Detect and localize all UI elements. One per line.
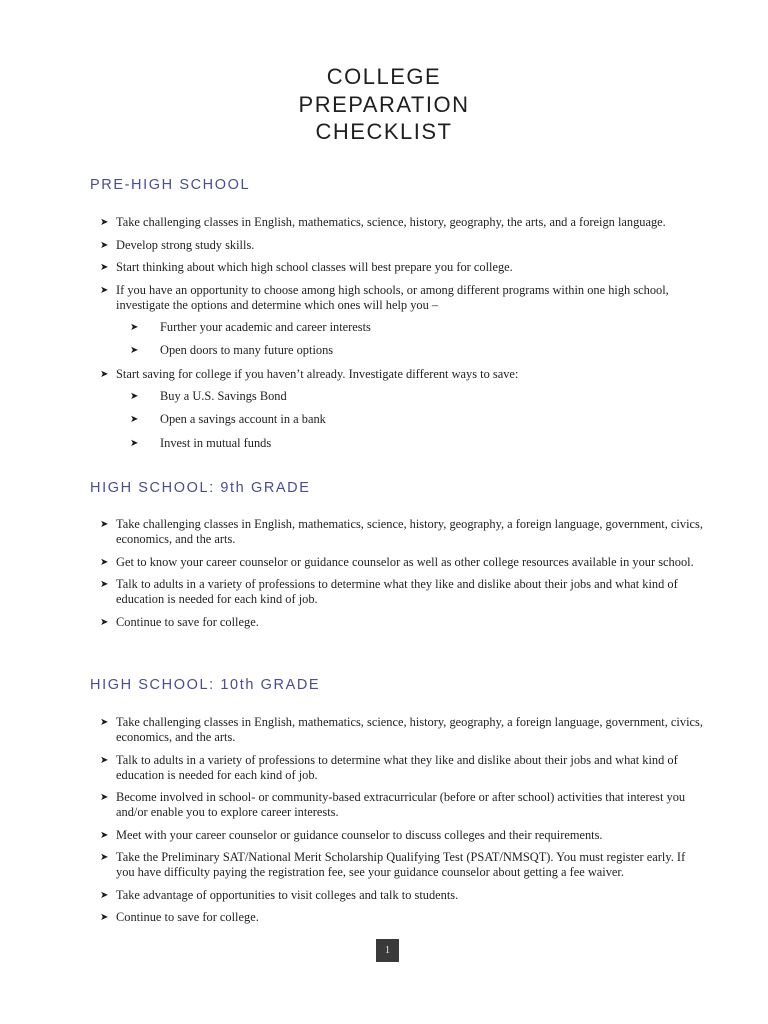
list-item xyxy=(100,367,705,451)
list-item-text: Talk to adults in a variety of professions to determine what they like and dislike about their jobs and what kind of education is needed for each kind of job. xyxy=(116,577,678,606)
sub-list-item xyxy=(130,389,705,404)
arrow-bullet-icon: ➤ xyxy=(100,217,109,228)
list-item-text: Develop strong study skills. xyxy=(116,237,255,252)
title-line-2: PREPARATION xyxy=(298,91,470,117)
list-item xyxy=(100,260,705,275)
section-heading-10th-grade: HIGH SCHOOL: 10th GRADE xyxy=(90,677,321,693)
arrow-bullet-icon: ➤ xyxy=(100,519,109,530)
list-item-text: Continue to save for college. xyxy=(116,614,259,629)
list-item-text: Start thinking about which high school classes will best prepare you for college. xyxy=(116,260,513,274)
list-item xyxy=(100,615,705,630)
page-title xyxy=(0,63,768,146)
sub-list-item-text: Open a savings account in a bank xyxy=(160,412,326,426)
list-item xyxy=(100,517,705,547)
arrow-bullet-icon: ➤ xyxy=(130,390,139,402)
arrow-bullet-icon: ➤ xyxy=(130,321,139,333)
arrow-bullet-icon: ➤ xyxy=(100,579,109,590)
list-item xyxy=(100,850,705,880)
arrow-bullet-icon: ➤ xyxy=(100,239,109,251)
arrow-bullet-icon: ➤ xyxy=(100,792,109,803)
sub-list-item-text: Open doors to many future options xyxy=(160,343,334,357)
sub-list-item xyxy=(130,320,705,335)
list-item-text: Take advantage of opportunities to visit colleges and talk to students. xyxy=(116,887,459,902)
list-item-text: Start saving for college if you haven’t already. Investigate different ways to save: xyxy=(116,366,519,381)
sub-list-item-text: Further your academic and career interests xyxy=(160,319,371,334)
sub-list-item-text: Invest in mutual funds xyxy=(160,435,272,450)
sub-list-item-text: Buy a U.S. Savings Bond xyxy=(160,388,287,403)
sub-list-item xyxy=(130,343,705,358)
list-item-text: Take challenging classes in English, mathematics, science, history, geography, a foreign language, government, civics, economics, and the arts. xyxy=(116,517,703,546)
arrow-bullet-icon: ➤ xyxy=(100,754,109,766)
list-item-text: Take challenging classes in English, mathematics, science, history, geography, the arts, and a foreign language. xyxy=(116,215,666,229)
list-item xyxy=(100,283,705,359)
list-item-text: If you have an opportunity to choose among high schools, or among different programs within one high school, investigate the options and determine which ones will help you – xyxy=(116,282,669,312)
list-item xyxy=(100,888,705,903)
arrow-bullet-icon: ➤ xyxy=(100,829,109,841)
arrow-bullet-icon: ➤ xyxy=(100,556,109,568)
list-item xyxy=(100,753,705,783)
list-item xyxy=(100,555,705,570)
title-line-3: CHECKLIST xyxy=(315,119,453,144)
list-item xyxy=(100,910,705,925)
list-item xyxy=(100,577,705,607)
list-item xyxy=(100,790,705,820)
arrow-bullet-icon: ➤ xyxy=(100,284,109,296)
arrow-bullet-icon: ➤ xyxy=(100,717,109,728)
arrow-bullet-icon: ➤ xyxy=(130,414,139,425)
checklist-9th-grade xyxy=(100,517,705,637)
list-item xyxy=(100,715,705,745)
arrow-bullet-icon: ➤ xyxy=(100,616,109,628)
list-item-text: Get to know your career counselor or guidance counselor as well as other college resources available in your school. xyxy=(116,554,694,569)
list-item-text: Become involved in school- or community-based extracurricular (before or after school) activities that interest you and/or enable you to explore career interests. xyxy=(116,790,686,819)
arrow-bullet-icon: ➤ xyxy=(100,889,109,901)
sub-list-item xyxy=(130,436,705,451)
arrow-bullet-icon: ➤ xyxy=(100,262,109,273)
sub-list xyxy=(130,389,705,451)
arrow-bullet-icon: ➤ xyxy=(130,345,139,356)
arrow-bullet-icon: ➤ xyxy=(100,852,109,863)
checklist-10th-grade xyxy=(100,715,705,933)
checklist-pre-high-school xyxy=(100,215,705,459)
arrow-bullet-icon: ➤ xyxy=(100,368,109,380)
section-heading-9th-grade: HIGH SCHOOL: 9th GRADE xyxy=(90,480,311,496)
list-item xyxy=(100,238,705,253)
title-line-1: COLLEGE xyxy=(326,64,442,89)
list-item-text: Continue to save for college. xyxy=(116,910,259,924)
section-heading-pre-high-school: PRE-HIGH SCHOOL xyxy=(90,177,251,193)
sub-list-item xyxy=(130,412,705,427)
sub-list xyxy=(130,320,705,359)
list-item xyxy=(100,215,705,230)
list-item-text: Take challenging classes in English, mathematics, science, history, geography, a foreign language, government, civics, economics, and the arts. xyxy=(116,715,703,744)
list-item xyxy=(100,828,705,843)
list-item-text: Meet with your career counselor or guidance counselor to discuss colleges and their requirements. xyxy=(116,827,603,842)
list-item-text: Talk to adults in a variety of professions to determine what they like and dislike about their jobs and what kind of education is needed for each kind of job. xyxy=(116,752,678,782)
page-number: 1 xyxy=(376,939,399,962)
arrow-bullet-icon: ➤ xyxy=(100,912,109,923)
list-item-text: Take the Preliminary SAT/National Merit Scholarship Qualifying Test (PSAT/NMSQT). You must register early. If you have difficulty paying the registration fee, see your guidance counselor about getting a fee waiver. xyxy=(116,850,686,879)
arrow-bullet-icon: ➤ xyxy=(130,437,139,449)
